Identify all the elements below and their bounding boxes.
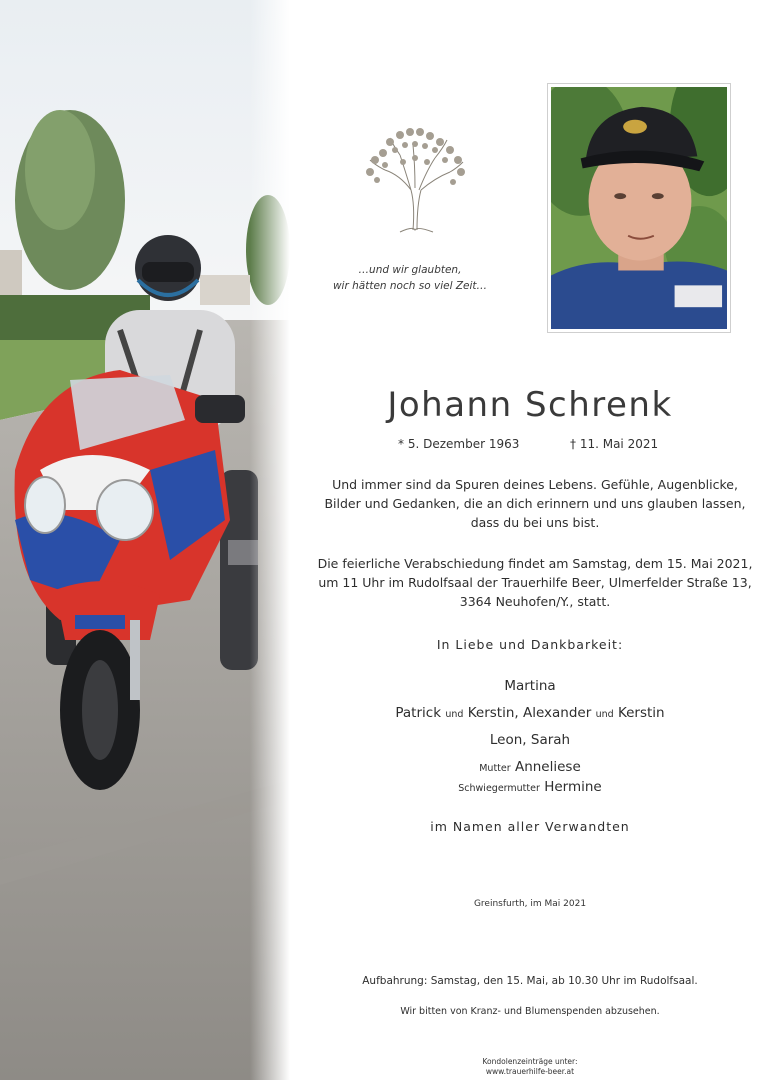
motorcycle-photo xyxy=(0,0,290,1080)
family-name: Patrick xyxy=(395,705,442,721)
donations-note: Wir bitten von Kranz- und Blumenspenden abzusehen. xyxy=(400,1006,660,1017)
connector: und xyxy=(445,709,464,720)
family-name: Kerstin, Alexander xyxy=(467,705,592,721)
family-line-mother-in-law xyxy=(330,779,730,795)
condolence-label: Kondolenzeinträge unter: xyxy=(482,1057,578,1066)
family-name: Martina xyxy=(504,678,556,694)
memorial-line-2: Bilder und Gedanken, die an dich erinnern und uns glauben lassen, xyxy=(324,496,746,511)
family-name: Kerstin xyxy=(617,705,665,721)
family-line-mother xyxy=(330,759,730,775)
photo-fade xyxy=(250,0,290,1080)
viewing-info: Aufbahrung: Samstag, den 15. Mai, ab 10.30 Uhr im Rudolfsaal. xyxy=(362,975,698,987)
relatives-line: im Namen aller Verwandten xyxy=(430,819,630,834)
connector: und xyxy=(595,709,614,720)
quote-line-2: wir hätten noch so viel Zeit… xyxy=(332,280,488,292)
quote xyxy=(310,262,510,294)
deceased-name: Johann Schrenk xyxy=(387,385,673,425)
family-name: Leon, Sarah xyxy=(489,732,571,748)
ceremony-line-2: um 11 Uhr im Rudolfsaal der Trauerhilfe Beer, Ulmerfelder Straße 13, xyxy=(318,575,752,590)
birth-date: * 5. Dezember 1963 xyxy=(398,437,520,451)
portrait-photo xyxy=(547,83,731,333)
family-line-3 xyxy=(330,732,730,748)
family-name: Hermine xyxy=(544,779,602,795)
condolence-link[interactable]: www.trauerhilfe-beer.at xyxy=(485,1067,575,1076)
memorial-text xyxy=(295,475,772,532)
memorial-line-3: dass du bei uns bist. xyxy=(470,515,600,530)
family-line-1 xyxy=(330,678,730,694)
death-date: † 11. Mai 2021 xyxy=(570,437,659,451)
family-line-2 xyxy=(330,705,730,721)
ceremony-line-3: 3364 Neuhofen/Y., statt. xyxy=(459,594,611,609)
family-name: Anneliese xyxy=(514,759,581,775)
family-heading: In Liebe und Dankbarkeit: xyxy=(436,637,624,652)
memorial-line-1: Und immer sind da Spuren deines Lebens. Gefühle, Augenblicke, xyxy=(332,477,738,492)
place-date: Greinsfurth, im Mai 2021 xyxy=(473,899,587,909)
tree-icon xyxy=(355,120,475,235)
relation-label: Mutter xyxy=(479,763,511,774)
quote-line-1: …und wir glaubten, xyxy=(358,264,462,276)
ceremony-text xyxy=(295,554,772,611)
relation-label: Schwiegermutter xyxy=(458,783,540,794)
ceremony-line-1: Die feierliche Verabschiedung findet am Samstag, dem 15. Mai 2021, xyxy=(317,556,753,571)
condolence-info xyxy=(430,1057,630,1077)
